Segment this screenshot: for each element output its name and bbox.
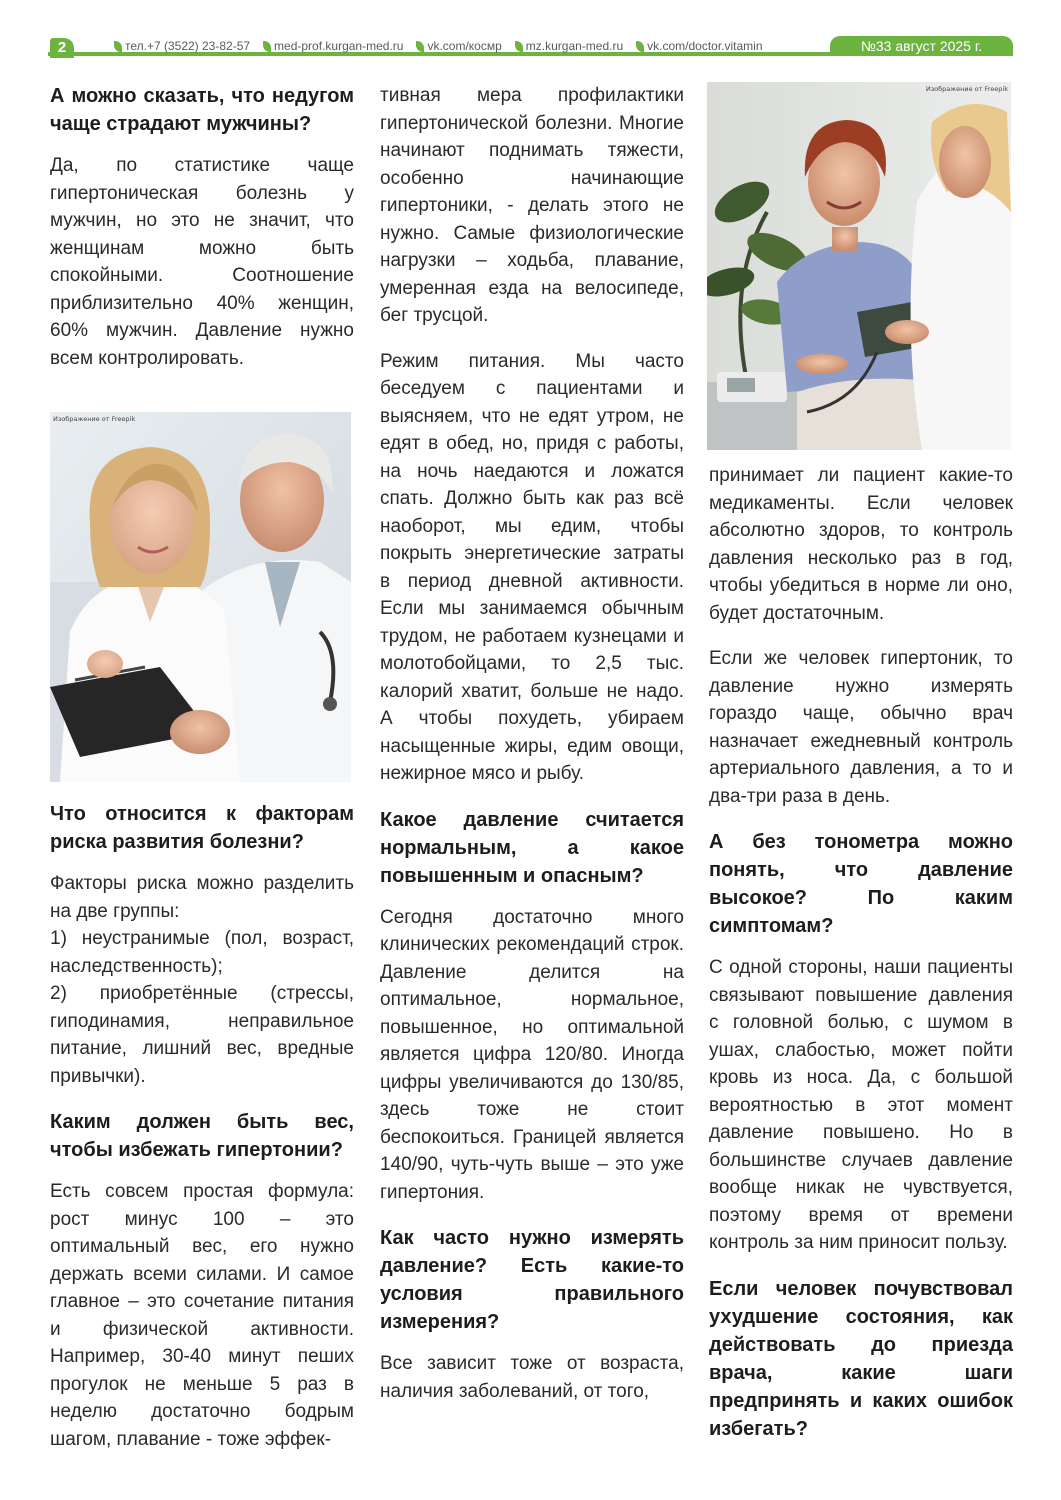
answer-paragraph: Есть совсем простая формула: рост минус 100 – это оптимальный вес, его нужно держать всеми силами. И самое главное – это сочетание питания и физической активности. Например, 30-40 минут пеших прогулок не меньше 5 раз в неделю достаточно бодрым шагом, плавание - тоже эффек- (50, 1181, 354, 1450)
photo-doctors (50, 412, 351, 782)
column-3 (709, 462, 1013, 1457)
column-2 (380, 82, 684, 1423)
question-heading: Что относится к факторам риска развития болезни? (50, 803, 354, 853)
photo-credit: Изображение от Freepik (925, 85, 1008, 93)
question-heading: Каким должен быть вес, чтобы избежать гипертонии? (50, 1111, 354, 1161)
answer-paragraph: принимает ли пациент какие-то медикаменты. Если человек абсолютно здоров, то контроль давления несколько раз в год, чтобы убедиться в норме ли оно, будет достаточным. (709, 465, 1013, 624)
page-number: 2 (50, 38, 74, 58)
photo-pressure-measurement (707, 82, 1011, 450)
photo-credit: Изображение от Freepik (53, 415, 136, 423)
leaf-icon (263, 41, 271, 52)
answer-paragraph: Сегодня достаточно много клинических рекомендаций строк. Давление делится на оптимальное, нормальное, повышенное, но оптимальной является цифра 120/80. Иногда цифры увеличиваются до 130/85, здесь тоже не стоит беспокоиться. Границей является 140/90, чуть-чуть выше – это уже гипертония. (380, 906, 684, 1203)
list-item: 2) приобретённые (стрессы, гиподинамия, неправильное питание, лишний вес, вредные привычки). (50, 983, 354, 1087)
column-1-lower (50, 800, 354, 1471)
question-heading: Какое давление считается нормальным, а какое повышенным и опасным? (380, 808, 684, 887)
answer-paragraph: Факторы риска можно разделить на две группы: (50, 873, 354, 922)
contact-vk-doctor-vitamin[interactable]: vk.com/doctor.vitamin (636, 38, 762, 54)
answer-paragraph: Все зависит тоже от возраста, наличия заболеваний, от того, (380, 1353, 684, 1402)
contact-site-med-prof[interactable]: med-prof.kurgan-med.ru (263, 38, 403, 54)
leaf-icon (515, 41, 523, 52)
page-header (0, 0, 1061, 62)
leaf-icon (416, 41, 424, 52)
doctors-with-clipboard-photo (50, 412, 351, 782)
issue-label: №33 август 2025 г. (830, 36, 1013, 56)
answer-paragraph: Если же человек гипертоник, то давление нужно измерять гораздо чаще, обычно врач назначает ежедневный контроль артериального давления, а то и два-три раза в день. (709, 648, 1013, 807)
question-heading: А без тонометра можно понять, что давление высокое? По каким симптомам? (709, 831, 1013, 937)
contact-strip (114, 38, 763, 54)
answer-paragraph: тивная мера профилактики гипертонической болезни. Многие начинают поднимать тяжести, особенно начинающие гипертоники, - делать этого не нужно. Самые физиологические нагрузки – ходьба, плавание, умеренная езда на велосипеде, бег трусцой. (380, 85, 684, 326)
contact-site-mz[interactable]: mz.kurgan-med.ru (515, 38, 623, 54)
question-heading: А можно сказать, что недугом чаще страдают мужчины? (50, 85, 354, 135)
list-item: 1) неустранимые (пол, возраст, наследственность); (50, 928, 354, 977)
contact-phone: тел.+7 (3522) 23-82-57 (114, 38, 250, 54)
question-heading: Если человек почувствовал ухудшение состояния, как действовать до приезда врача, какие шаги предпринять и каких ошибок избегать? (709, 1277, 1013, 1440)
leaf-icon (636, 41, 644, 52)
leaf-icon (114, 41, 122, 52)
contact-vk-kosmr[interactable]: vk.com/космр (416, 38, 501, 54)
answer-paragraph: С одной стороны, наши пациенты связывают повышение давления с головной болью, с шумом в ушах, слабостью, может пойти кровь из носа. Да, с большой вероятностью в этот момент давление повышено. Но в большинстве случаев давление вообще никак не чувствуется, поэтому время от времени контроль за ним приносит пользу. (709, 957, 1013, 1253)
blood-pressure-measurement-photo (707, 82, 1011, 450)
question-heading: Как часто нужно измерять давление? Есть какие-то условия правильного измерения? (380, 1227, 684, 1333)
answer-paragraph: Режим питания. Мы часто беседуем с пациентами и выясняем, что не едят утром, не едят в обед, но, придя с работы, на ночь наедаются и ложатся спать. Должно быть как раз всё наоборот, мы едим, чтобы покрыть энергетические затраты в период дневной активности. Если мы занимаемся обычным трудом, не работаем кузнецами и молотобойцами, то 2,5 тыс. калорий хватит, больше не надо. А чтобы похудеть, убираем насыщенные жиры, едим овощи, нежирное мясо и рыбу. (380, 350, 684, 784)
answer-paragraph: Да, по статистике чаще гипертоническая болезнь у мужчин, но это не значит, что женщинам можно быть спокойными. Соотношение приблизительно 40% женщин, 60% мужчин. Давление нужно всем контролировать. (50, 155, 354, 369)
column-1 (50, 82, 354, 390)
